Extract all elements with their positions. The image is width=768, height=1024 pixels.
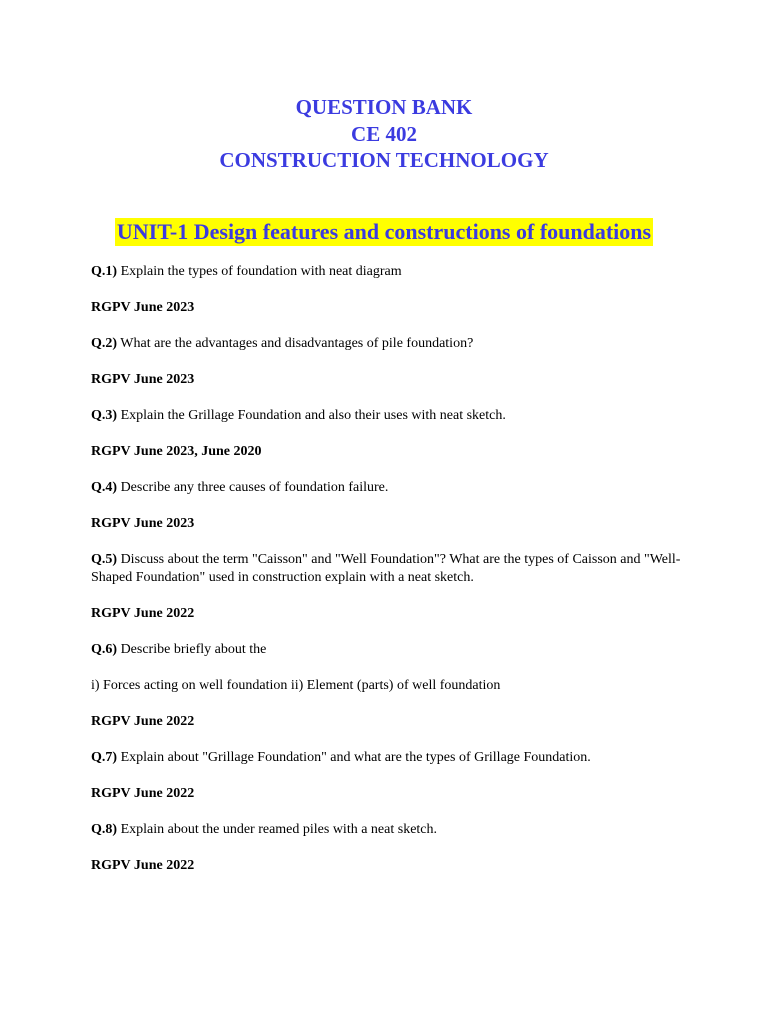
question-text: Discuss about the term "Caisson" and "Well Foundation"? What are the types of Caisson and "Well- Shaped Foundation" used in construction explain with a neat sketch.	[91, 552, 681, 585]
question-8	[91, 821, 681, 839]
question-number: Q.4)	[91, 480, 118, 495]
question-number: Q.6)	[91, 642, 118, 657]
document-title	[0, 94, 768, 174]
question-1-reference: RGPV June 2023	[91, 300, 195, 315]
question-2	[91, 335, 681, 353]
title-course-code: CE 402	[351, 121, 417, 146]
title-question-bank: QUESTION BANK	[295, 95, 473, 119]
question-number: Q.5)	[91, 552, 118, 567]
question-text: What are the advantages and disadvantages of pile foundation?	[117, 336, 474, 351]
question-text: Explain about "Grillage Foundation" and what are the types of Grillage Foundation.	[117, 750, 591, 765]
question-text: Describe briefly about the	[117, 642, 267, 657]
title-course-name: CONSTRUCTION TECHNOLOGY	[219, 148, 549, 172]
question-text: Explain the Grillage Foundation and also their uses with neat sketch.	[117, 408, 506, 423]
unit-heading: UNIT-1 Design features and constructions of foundations	[116, 219, 652, 244]
question-1	[91, 263, 681, 281]
question-number: Q.1)	[91, 264, 118, 279]
question-number: Q.2)	[91, 336, 118, 351]
question-text: Explain the types of foundation with neat diagram	[117, 264, 402, 279]
question-6	[91, 641, 681, 659]
question-4-reference: RGPV June 2023	[91, 516, 195, 531]
question-3-reference: RGPV June 2023, June 2020	[91, 444, 262, 459]
question-7	[91, 749, 681, 767]
question-number: Q.7)	[91, 750, 118, 765]
question-7-reference: RGPV June 2022	[91, 786, 195, 801]
question-2-reference: RGPV June 2023	[91, 372, 195, 387]
question-8-reference: RGPV June 2022	[91, 858, 195, 873]
question-text: Explain about the under reamed piles with a neat sketch.	[117, 822, 438, 837]
question-number: Q.8)	[91, 822, 118, 837]
question-6-subparts: i) Forces acting on well foundation ii) Element (parts) of well foundation	[91, 678, 501, 693]
question-6-reference: RGPV June 2022	[91, 714, 195, 729]
unit-heading-wrap	[0, 218, 768, 246]
question-number: Q.3)	[91, 408, 118, 423]
question-5-reference: RGPV June 2022	[91, 606, 195, 621]
question-4	[91, 479, 681, 497]
question-3	[91, 407, 681, 425]
question-text: Describe any three causes of foundation failure.	[117, 480, 389, 495]
question-5	[91, 551, 681, 587]
